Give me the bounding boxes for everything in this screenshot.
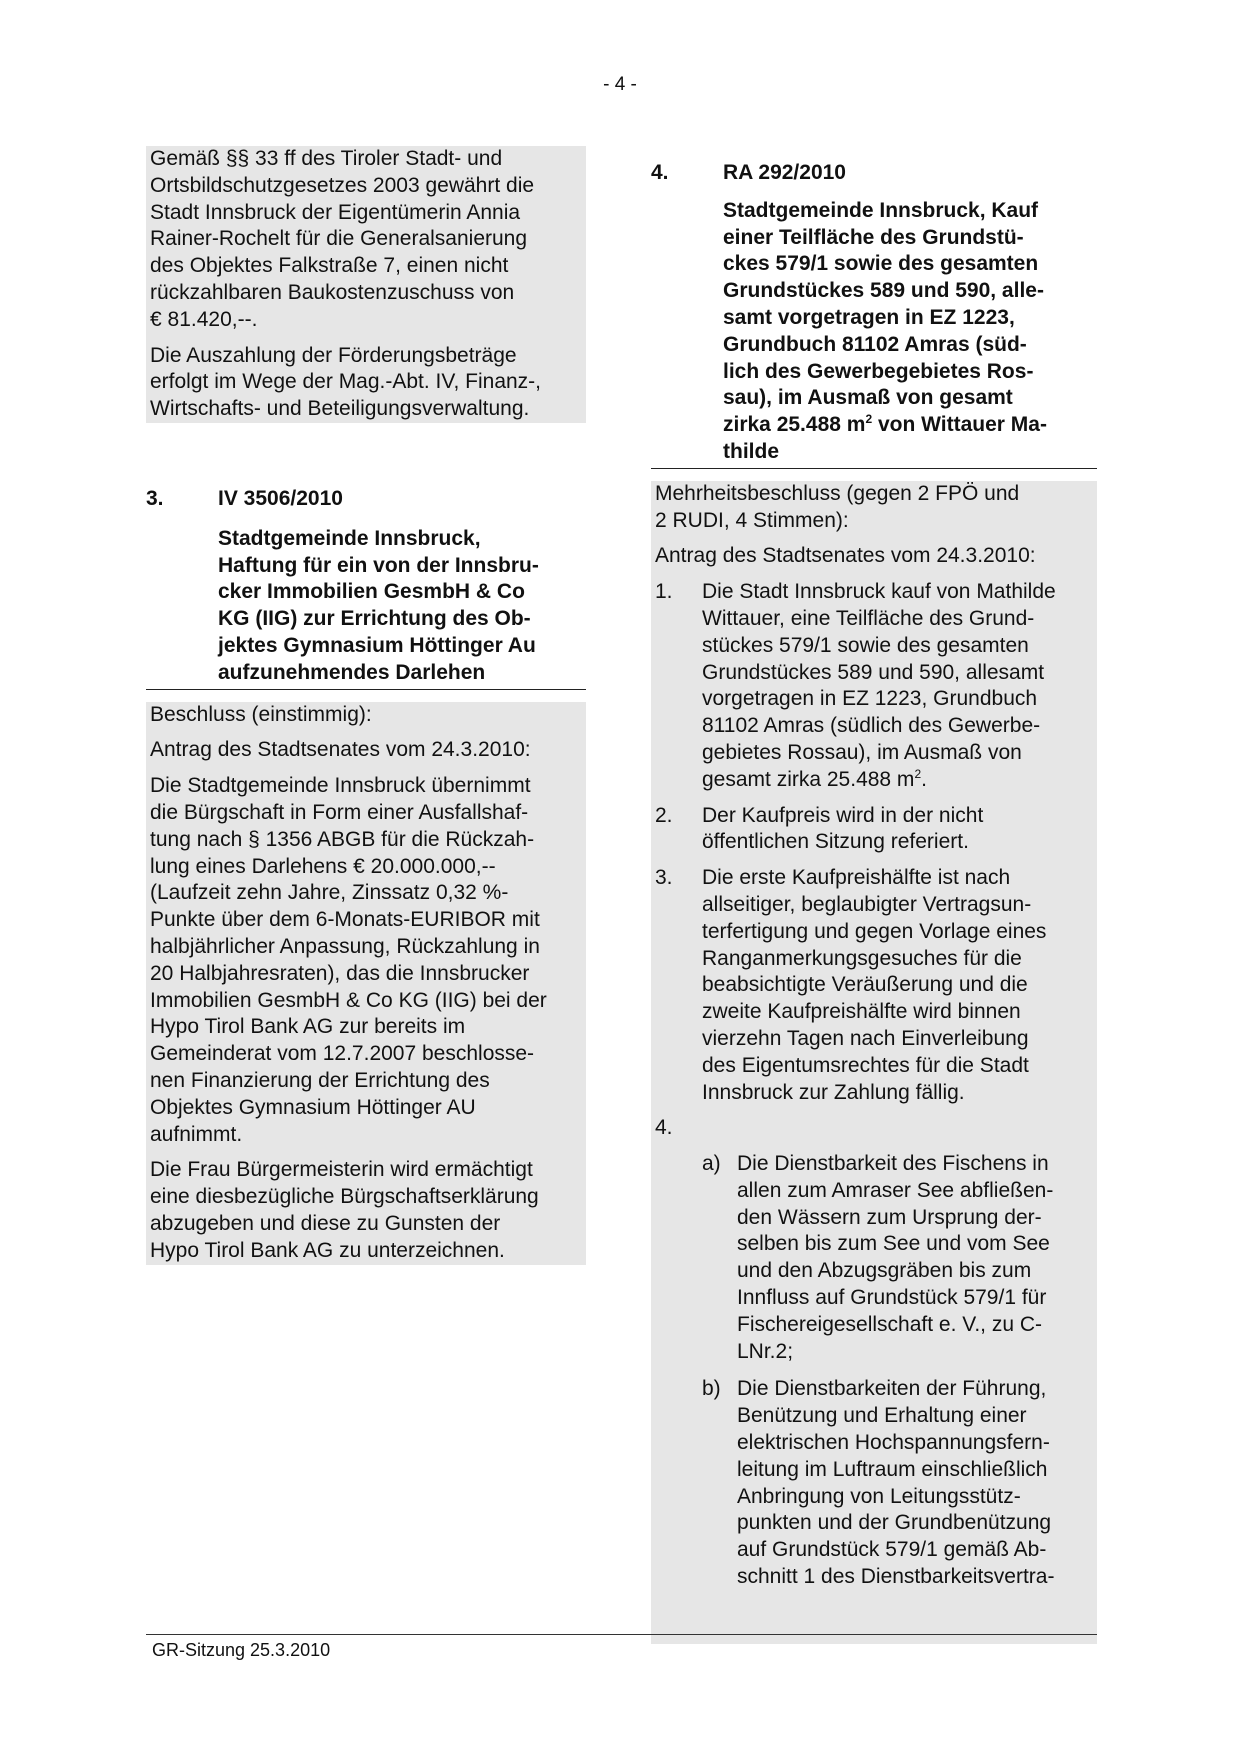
list-item: 1. Die Stadt Innsbruck kauf von Mathilde Wittauer, eine Teilfläche des Grund- stückes 579/1 sowie des gesamten Grundstückes 589 und 590, allesamt vorgetragen in EZ 1223, Grundbuch 81102 Amras (südlich des Gewerbe- gebietes Rossau), im Ausmaß von gesamt zirka 25.488 $m^2$. [655, 580, 1056, 791]
agenda-code: IV 3506/2010 [218, 487, 343, 510]
left-column [146, 146, 586, 423]
motion-text: Antrag des Stadtsenates vom 24.3.2010: [150, 738, 531, 762]
payment-paragraph: Die Auszahlung der Förderungsbeträge erfolgt im Wege der Mag.-Abt. IV, Finanz-, Wirtschafts- und Beteiligungsverwaltung. [150, 343, 542, 421]
agenda-item-3-title: Stadtgemeinde Innsbruck, Haftung für ein von der Innsbru- cker Immobilien GesmbH & Co KG (IIG) zur Errichtung des Ob- jektes Gymnasium Höttinger Au aufzunehmendes Darlehen [218, 526, 539, 684]
agenda-item-4-heading [651, 160, 1097, 187]
agenda-number: 3. [146, 487, 164, 510]
grant-paragraph: Gemäß §§ 33 ff des Tiroler Stadt- und Ortsbildschutzgesetzes 2003 gewährt die Stadt Innsbruck der Eigentümerin Annia Rainer-Rochelt für die Generalsanierung des Objektes Falkstraße 7, einen nicht rückzahlbaren Baukostenzuschuss von € 81.420,--. [150, 147, 535, 331]
agenda-item-4-body [651, 481, 1097, 1644]
grant-text-block [146, 146, 586, 423]
guarantee-paragraph: Die Stadtgemeinde Innsbruck übernimmt die Bürgschaft in Form einer Ausfallshaf- tung nach § 1356 ABGB für die Rückzah- lung eines Darlehens € 20.000.000,-- (Laufzeit zehn Jahre, Zinssatz 0,32 %- Punkte über dem 6-Monats-EURIBOR mit halbjährlicher Anpassung, Rückzahlung in 20 Halbjahresraten), das die Innsbrucker Immobilien GesmbH & Co KG (IIG) bei der Hypo Tirol Bank AG zur bereits im Gemeinderat vom 12.7.2007 beschlosse- nen Finanzierung der Errichtung des Objektes Gymnasium Höttinger AU aufnimmt. [150, 774, 547, 1146]
footer-text: GR-Sitzung 25.3.2010 [152, 1640, 331, 1660]
footer-divider [146, 1634, 1097, 1635]
agenda-item-4-title: Stadtgemeinde Innsbruck, Kauf einer Teilfläche des Grundstü- ckes 579/1 sowie des gesamten Grundstückes 589 und 590, alle- samt vorgetragen in EZ 1223, Grundbuch 81102 Amras (süd- lich des Gewerbegebietes Ros- sau), im Ausmaß von gesamt zirka 25.488 $m^2$ von Wittauer Ma- thilde [723, 198, 1047, 463]
page-number: - 4 - [603, 74, 637, 95]
list-item: 4. [655, 1116, 673, 1140]
authorization-paragraph: Die Frau Bürgermeisterin wird ermächtigt eine diesbezügliche Bürgschaftserklärung abzugeben und diese zu Gunsten der Hypo Tirol Bank AG zu unterzeichnen. [150, 1158, 539, 1262]
agenda-item-3-heading [146, 486, 586, 513]
agenda-item-4 [651, 160, 1097, 1644]
agenda-number: 4. [651, 161, 669, 184]
decision-text: Beschluss (einstimmig): [150, 702, 372, 726]
motion-text: Antrag des Stadtsenates vom 24.3.2010: [655, 544, 1036, 568]
list-item: 2. Der Kaufpreis wird in der nicht öffentlichen Sitzung referiert. [655, 803, 984, 854]
agenda-code: RA 292/2010 [723, 161, 846, 184]
agenda-item-3 [146, 486, 586, 1265]
decision-text: Mehrheitsbeschluss (gegen 2 FPÖ und 2 RUDI, 4 Stimmen): [655, 481, 1020, 532]
sub-list-item: a) Die Dienstbarkeit des Fischens in allen zum Amraser See abfließen- den Wässern zum Ursprung der- selben bis zum See und vom See und den Abzugsgräben bis zum Innfluss auf Grundstück 579/1 für Fischereigesellschaft e. V., zu C- LNr.2; [702, 1152, 1054, 1363]
list-item: 3. Die erste Kaufpreishälfte ist nach allseitiger, beglaubigter Vertragsun- terfertigung und gegen Vorlage eines Ranganmerkungsgesuches für die beabsichtigte Veräußerung und die zweite Kaufpreishälfte wird binnen vierzehn Tagen nach Einverleibung des Eigentumsrechtes für die Stadt Innsbruck zur Zahlung fällig. [655, 866, 1047, 1104]
sub-list-item: b) Die Dienstbarkeiten der Führung, Benützung und Erhaltung einer elektrischen Hochspannungsfern- leitung im Luftraum einschließlich Anbringung von Leitungsstütz- punkten und der Grundbenützung auf Grundstück 579/1 gemäß Ab- schnitt 1 des Dienstbarkeitsvertra- [702, 1377, 1055, 1589]
agenda-item-3-body [146, 702, 586, 1265]
